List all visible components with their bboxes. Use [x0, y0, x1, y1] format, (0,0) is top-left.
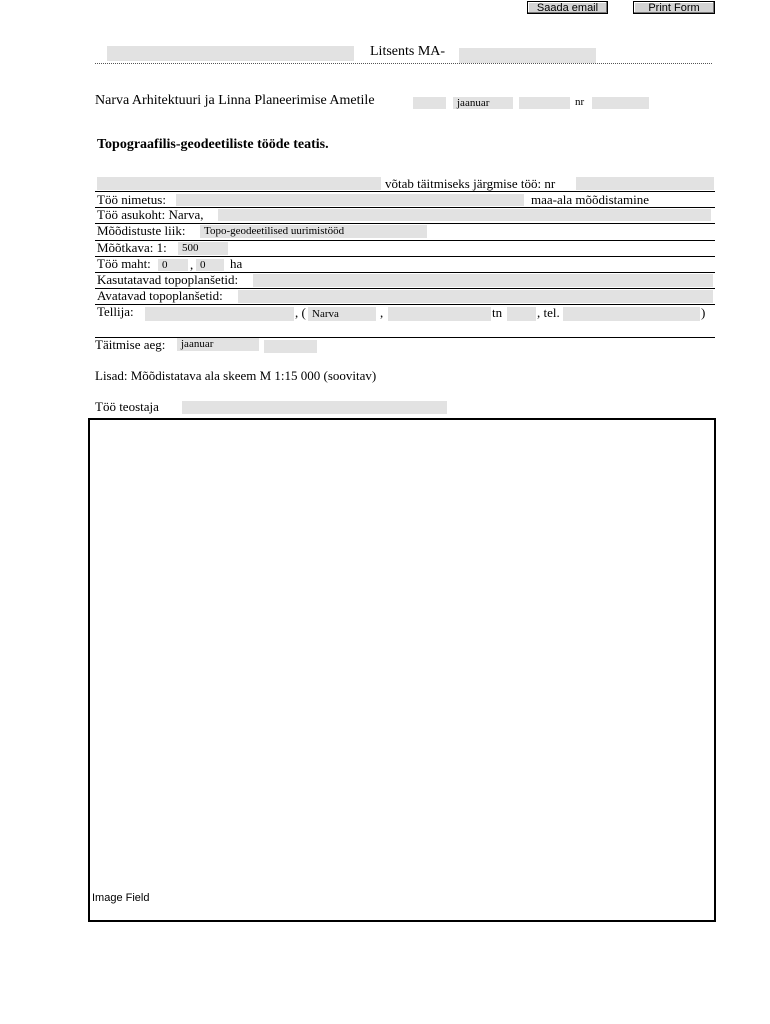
row-divider: [95, 240, 715, 241]
used-sheets-field[interactable]: [253, 274, 713, 287]
client-field[interactable]: [145, 307, 294, 321]
city-field[interactable]: Narva: [308, 307, 376, 321]
client-label: Tellija:: [97, 304, 134, 319]
work-name-label: Töö nimetus:: [97, 192, 166, 207]
opened-sheets-label: Avatavad topoplanšetid:: [97, 288, 223, 303]
volume-comma: ,: [190, 257, 194, 272]
opened-sheets-field[interactable]: [238, 290, 713, 303]
client-open: , (: [295, 305, 306, 320]
license-label: Litsents MA-: [370, 44, 446, 59]
work-name-field[interactable]: [176, 194, 524, 206]
addressee-text: Narva Arhitektuuri ja Linna Planeerimise Ametile: [95, 93, 375, 108]
survey-type-select[interactable]: Topo-geodeetilised uurimistööd: [200, 225, 427, 238]
date-day-field[interactable]: [413, 97, 446, 109]
survey-type-label: Mõõdistuste liik:: [97, 223, 186, 238]
date-month-field[interactable]: jaanuar: [453, 97, 513, 109]
location-label: Töö asukoht: Narva,: [97, 207, 204, 222]
used-sheets-label: Kasutatavad topoplanšetid:: [97, 272, 239, 287]
deadline-month-select[interactable]: jaanuar: [177, 338, 259, 351]
row-divider: [95, 304, 715, 305]
scale-select[interactable]: 500: [178, 242, 228, 255]
performer-label: Töö teostaja: [95, 399, 159, 414]
client-close: ): [701, 305, 706, 320]
date-year-field[interactable]: [519, 97, 570, 109]
send-email-button[interactable]: Saada email: [527, 1, 608, 14]
street-suffix: tn: [492, 305, 503, 320]
work-nr-field[interactable]: [576, 177, 714, 190]
addressee-nr-field[interactable]: [592, 97, 649, 109]
street-field[interactable]: [388, 307, 491, 321]
deadline-label: Täitmise aeg:: [95, 337, 166, 352]
image-field-label: Image Field: [92, 892, 150, 904]
performer-field[interactable]: [182, 401, 447, 414]
deadline-year-field[interactable]: [264, 340, 317, 353]
row-divider: [95, 223, 715, 224]
license-prefix-field[interactable]: [107, 46, 354, 61]
scale-label: Mõõtkava: 1:: [97, 240, 167, 255]
comma-separator: ,: [380, 305, 384, 320]
license-number-field[interactable]: [459, 48, 596, 63]
row-divider: [95, 256, 715, 257]
work-name-suffix: maa-ala mõõdistamine: [531, 192, 650, 207]
accepts-label: võtab täitmiseks järgmise töö: nr: [385, 176, 556, 191]
company-field[interactable]: [97, 177, 381, 190]
page-title: Topograafilis-geodeetiliste tööde teatis.: [97, 137, 329, 152]
volume-label: Töö maht:: [97, 256, 151, 271]
volume-int-field[interactable]: 0: [158, 259, 188, 271]
nr-label: nr: [575, 96, 585, 108]
print-form-button[interactable]: Print Form: [633, 1, 715, 14]
attachments-text: Lisad: Mõõdistatava ala skeem M 1:15 000 (soovitav): [95, 368, 377, 383]
location-field[interactable]: [218, 209, 711, 221]
volume-dec-field[interactable]: 0: [196, 259, 224, 271]
house-field[interactable]: [507, 307, 536, 321]
tel-label: , tel.: [537, 305, 560, 320]
image-field[interactable]: [88, 418, 716, 922]
header-divider: [95, 63, 712, 64]
tel-field[interactable]: [563, 307, 700, 321]
volume-unit: ha: [230, 256, 243, 271]
